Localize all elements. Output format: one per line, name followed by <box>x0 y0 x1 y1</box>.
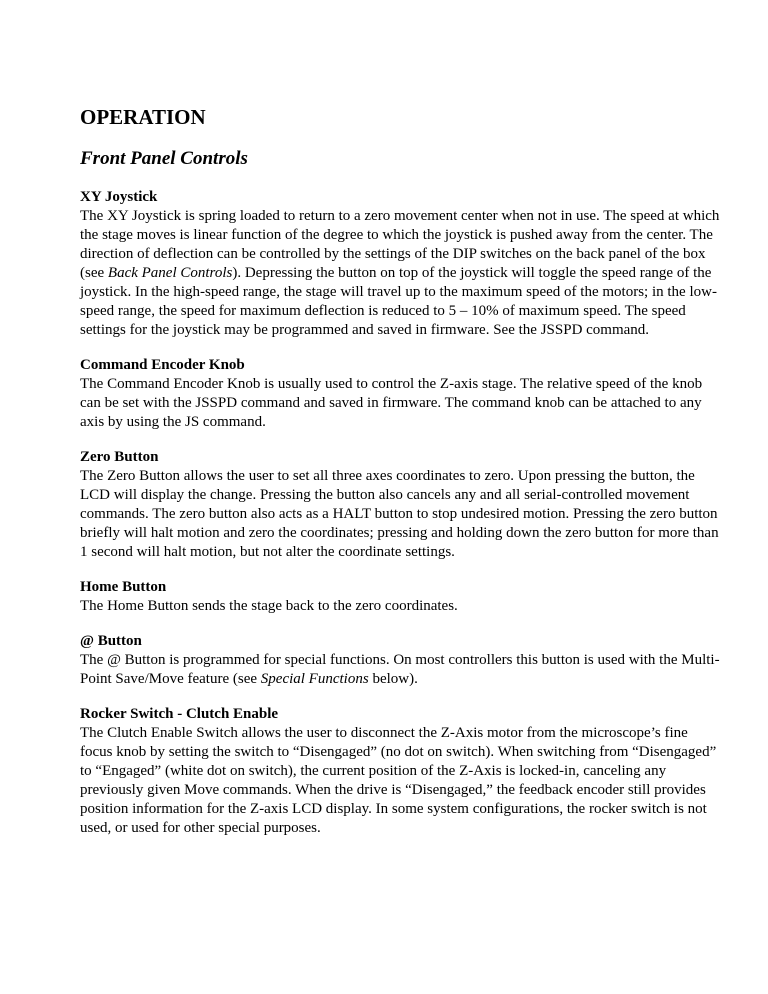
section-xy-joystick <box>80 188 720 340</box>
section-heading: Command Encoder Knob <box>80 357 245 373</box>
section-heading: Zero Button <box>80 449 159 465</box>
cross-reference: Special Functions <box>260 671 369 687</box>
section-zero-button <box>80 448 720 562</box>
section-rocker-switch <box>80 705 720 838</box>
section-body: The Home Button sends the stage back to the zero coordinates. <box>80 598 458 614</box>
section-body: The Command Encoder Knob is usually used to control the Z-axis stage. The relative speed of the knob can be set with the JSSPD command and saved in firmware. The command knob can be attached to any axis by using the JS command. <box>80 376 703 430</box>
section-at-button <box>80 632 720 689</box>
section-subtitle: Front Panel Controls <box>80 148 248 169</box>
document-page <box>80 104 720 854</box>
section-body: The @ Button is programmed for special functions. On most controllers this button is used with the Multi-Point Save/Move feature (see Special Functions below). <box>80 652 720 687</box>
section-heading: @ Button <box>80 633 142 649</box>
section-body: The XY Joystick is spring loaded to return to a zero movement center when not in use. The speed at which the stage moves is linear function of the degree to which the joystick is pushed away from the center. The direction of deflection can be controlled by the settings of the DIP switches on the back panel of the box (see Back Panel Controls). Depressing the button on top of the joystick will toggle the speed range of the joystick. In the high-speed range, the stage will travel up to the maximum speed of the motors; in the low-speed range, the speed for maximum deflection is reduced to 5 – 10% of maximum speed. The speed settings for the joystick may be programmed and saved in firmware. See the JSSPD command. <box>80 208 720 338</box>
section-body: The Clutch Enable Switch allows the user to disconnect the Z-Axis motor from the microscope’s fine focus knob by setting the switch to “Disengaged” (no dot on switch). When switching from “Disengaged” to “Engaged” (white dot on switch), the current position of the Z-Axis is locked-in, canceling any previously given Move commands. When the drive is “Disengaged,” the feedback encoder still provides position information for the Z-axis LCD display. In some system configurations, the rocker switch is not used, or used for other special purposes. <box>80 725 717 836</box>
cross-reference: Back Panel Controls <box>107 265 233 281</box>
section-heading: XY Joystick <box>80 189 158 205</box>
page-title: OPERATION <box>80 105 206 129</box>
section-body: The Zero Button allows the user to set all three axes coordinates to zero. Upon pressing the button, the LCD will display the change. Pressing the button also cancels any and all serial-controlled movement commands. The zero button also acts as a HALT button to stop undesired motion. Pressing the zero button briefly will halt motion and zero the coordinates; pressing and holding down the zero button for more than 1 second will halt motion, but not alter the coordinate settings. <box>80 468 719 560</box>
section-heading: Rocker Switch - Clutch Enable <box>80 706 279 722</box>
section-heading: Home Button <box>80 579 167 595</box>
section-command-encoder-knob <box>80 356 720 432</box>
section-home-button <box>80 578 720 616</box>
